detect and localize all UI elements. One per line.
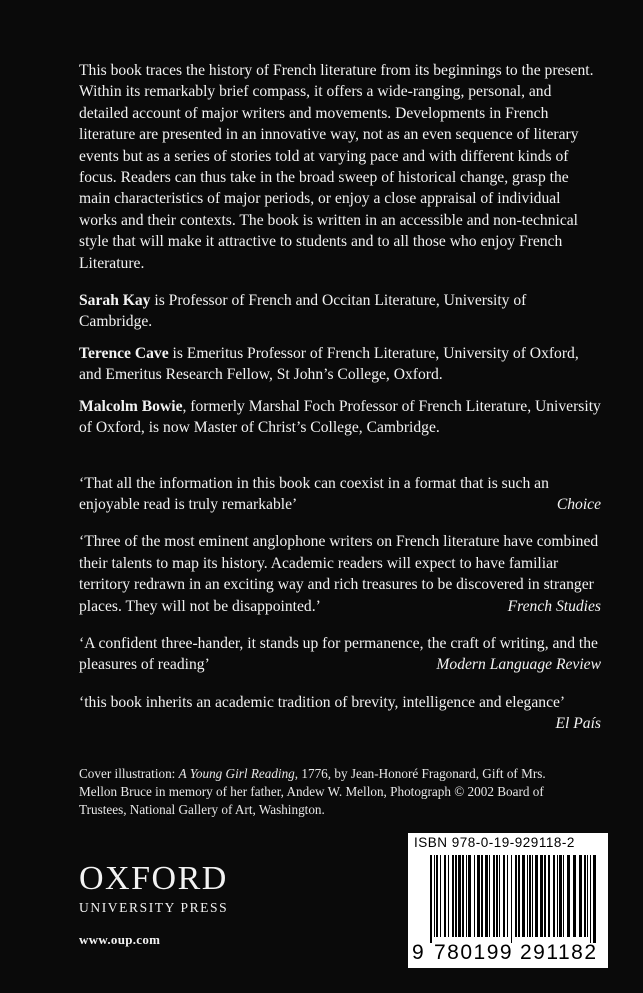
barcode-bar [567, 855, 570, 937]
review-text: ‘Three of the most eminent anglophone writers on French literature have combined their talents to map its history. Academic readers will expect to have familiar territory redrawn in an exciting way and rich treasures to be discovered in stranger places. They will not be disappointed.’ [79, 533, 599, 615]
barcode-bar [452, 855, 454, 937]
author-bio-cave [79, 343, 601, 386]
review-quote [79, 692, 601, 735]
author-name: Sarah Kay [79, 292, 151, 310]
barcode-bar [434, 855, 435, 937]
review-text: ‘A confident three-hander, it stands up for permanence, the craft of writing, and the pleasures of reading’ [79, 634, 598, 674]
barcode-bar [573, 855, 576, 937]
author-bio-text: is Emeritus Professor of French Literature, University of Oxford, and Emeritus Research Fellow, St John’s College, Oxford. [79, 344, 579, 384]
barcode-bar [529, 855, 531, 937]
barcode-bar [548, 855, 550, 937]
review-quote [79, 473, 601, 516]
back-cover-text [79, 60, 601, 832]
publisher-url: www.oup.com [79, 932, 161, 947]
author-name: Terence Cave [79, 344, 169, 362]
isbn-barcode: ISBN 978-0-19-929118-2 9 780199 291182 [408, 833, 608, 968]
barcode-bar [590, 855, 591, 943]
barcode-bar [532, 855, 533, 937]
publisher-logo [79, 862, 228, 916]
barcode-bar [466, 855, 467, 937]
author-bio-bowie [79, 396, 601, 439]
barcode-bar [593, 855, 596, 943]
barcode-bar [518, 855, 520, 937]
isbn-label: ISBN 978-0-19-929118-2 [414, 835, 575, 850]
barcode-bar [587, 855, 588, 937]
barcode-bar [436, 855, 438, 937]
barcode-bar [430, 855, 432, 943]
barcode-bar [496, 855, 498, 937]
barcode-bar [522, 855, 525, 937]
barcode-bar [527, 855, 528, 937]
review-source: Modern Language Review [436, 656, 601, 674]
barcode-bar [462, 855, 464, 937]
cover-illustration-credit: Cover illustration: A Young Girl Reading, 1776, by Jean-Honoré Fragonard, Gift of Mrs. Mellon Bruce in memory of her father, Andew W. Mellon, Photograph © 2002 Board of Trustees, National Gallery of Art, Washington. [79, 765, 546, 817]
barcode-bar [584, 855, 586, 937]
author-name: Malcolm Bowie [79, 397, 183, 415]
barcode-bar [557, 855, 558, 937]
barcode-bar [477, 855, 480, 937]
review-source: El País [555, 715, 601, 733]
barcode-bar [511, 855, 512, 943]
review-source: French Studies [507, 597, 601, 615]
barcode-bar [444, 855, 446, 937]
book-description: This book traces the history of French literature from its beginnings to the present. Within its remarkably brief compass, it offers a wide-ranging, personal, and detailed account of major writers and movements. Developments in French literature are presented in an innovative way, not as an even sequence of literary events but as a series of stories told at varying pace and with different kinds of focus. Readers can thus take in the broad sweep of historical change, grasp the main characteristics of major periods, or enjoy a close appraisal of individual works and their contexts. The book is written in an accessible and non-technical style that will make it attractive to students and to all those who enjoy French Literature. [79, 62, 594, 272]
review-quote [79, 633, 601, 676]
barcode-bar [489, 855, 490, 937]
barcode-bar [481, 855, 483, 937]
barcode-bar [544, 855, 546, 937]
barcode-bar [507, 855, 508, 937]
barcode-bar [559, 855, 562, 937]
barcode-bar [540, 855, 543, 937]
barcode-bar [515, 855, 517, 937]
barcode-bar [493, 855, 495, 937]
artwork-title: A Young Girl Reading [178, 765, 295, 781]
barcode-bar [455, 855, 457, 937]
barcode-bar [499, 855, 500, 937]
barcode-bar [458, 855, 461, 937]
barcode-bar [503, 855, 505, 937]
review-source: Choice [556, 495, 601, 513]
publisher-name: OXFORD [79, 860, 228, 897]
publisher-subtitle: UNIVERSITY PRESS [79, 900, 229, 915]
review-quote [79, 531, 601, 617]
barcode-bar [553, 855, 555, 937]
review-text: ‘That all the information in this book can coexist in a format that is such an enjoyable read is truly remarkable’ [79, 474, 549, 513]
barcode-bar [579, 855, 582, 937]
barcode-bar [468, 855, 471, 937]
barcode-bar [563, 855, 564, 937]
barcode-bar [448, 855, 449, 937]
barcode-bar [485, 855, 488, 937]
review-text: ‘this book inherits an academic tradition of brevity, intelligence and elegance’ [79, 693, 566, 711]
barcode-bar [474, 855, 475, 937]
author-bio-text: , formerly Marshal Foch Professor of French Literature, University of Oxford, is now Master of Christ’s College, Cambridge. [79, 397, 601, 437]
barcode-bar [535, 855, 538, 937]
barcode-bar [440, 855, 441, 937]
review-quotes [79, 473, 601, 735]
barcode-bars [430, 855, 600, 943]
author-bio-kay [79, 290, 601, 333]
author-bio-text: is Professor of French and Occitan Literature, University of Cambridge. [79, 292, 527, 331]
